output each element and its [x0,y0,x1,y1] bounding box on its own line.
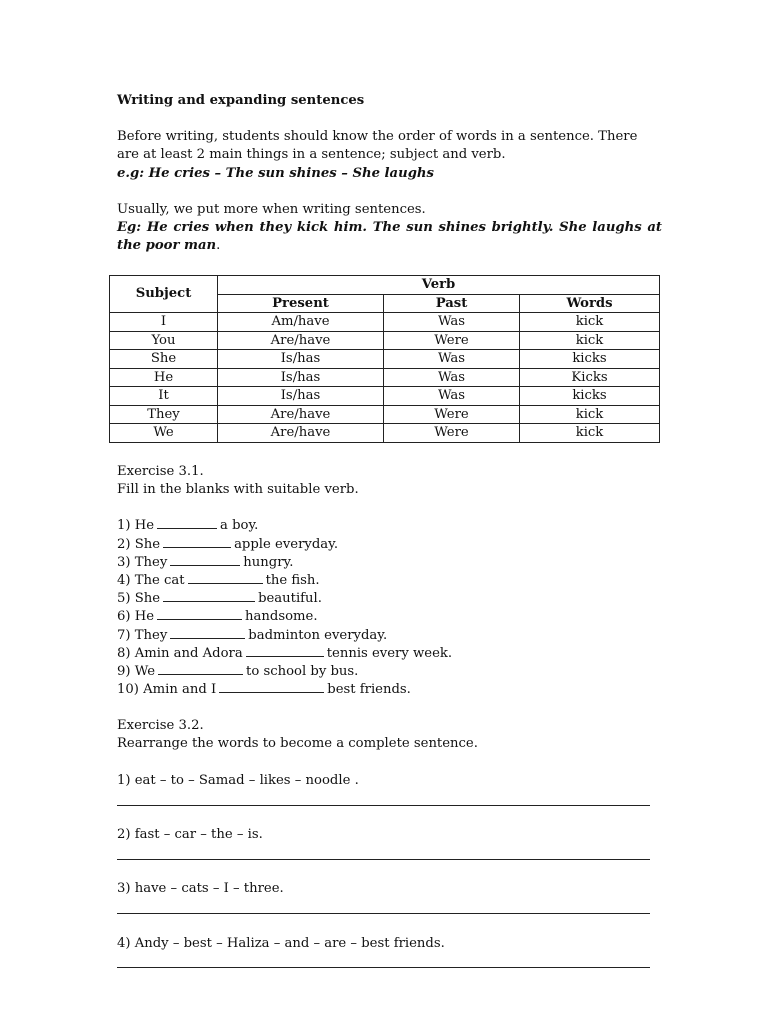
list-item [117,517,662,535]
table-row [110,313,660,332]
intro-paragraph: Before writing, students should know the order of words in a sentence. There are at least 2 main things in a sentence; subject and verb. [117,129,638,163]
item-rest: tennis every week. [326,645,453,661]
table-cell: You [110,331,218,350]
item-prompt: 4) The cat [117,573,185,589]
exercise-2-item: 4) Andy – best – Haliza – and – are – best friends. [117,936,445,951]
table-cell: Is/has [218,368,384,387]
col-header: Present [218,294,384,313]
table-row [110,331,660,350]
table-cell: Are/have [218,405,384,424]
table-cell: kicks [520,387,660,406]
exercise-2-item: 1) eat – to – Samad – likes – noodle . [117,773,359,788]
subject-header: Subject [110,276,218,313]
item-rest: the fish. [265,573,320,589]
exercise-2-item: 3) have – cats – I – three. [117,881,284,896]
table-cell: I [110,313,218,332]
fill-blank[interactable] [170,627,245,639]
table-cell: Were [384,405,520,424]
table-cell: Are/have [218,331,384,350]
table-cell: We [110,424,218,443]
exercise-2-item: 2) fast – car – the – is. [117,827,263,842]
verb-table-body [110,313,660,443]
example-simple: e.g: He cries – The sun shines – She laughs [117,165,434,181]
table-cell: They [110,405,218,424]
item-rest: best friends. [327,682,411,698]
fill-blank[interactable] [170,554,240,566]
table-cell: Am/have [218,313,384,332]
list-item [117,645,662,663]
table-cell: Were [384,424,520,443]
table-cell: He [110,368,218,387]
fill-blank[interactable] [163,590,255,602]
table-cell: It [110,387,218,406]
list-item [117,681,662,699]
table-cell: She [110,350,218,369]
exercise-2 [117,717,662,753]
item-rest: apple everyday. [234,536,339,552]
item-prompt: 3) They [117,554,168,570]
list-item [117,608,662,626]
table-cell: Kicks [520,368,660,387]
table-cell: Was [384,350,520,369]
table-cell: Are/have [218,424,384,443]
exercise-1-title: Exercise 3.1. [117,464,204,479]
page-title: Writing and expanding sentences [117,93,365,108]
item-prompt: 9) We [117,664,156,680]
list-item [117,572,662,590]
example-expanded [117,219,662,255]
table-row [110,350,660,369]
fill-blank[interactable] [246,645,324,657]
table-cell: Were [384,331,520,350]
item-rest: to school by bus. [246,664,359,680]
item-prompt: 10) Amin and I [117,682,217,698]
col-header: Past [384,294,520,313]
item-rest: a boy. [220,518,259,534]
fill-blank[interactable] [163,536,231,548]
list-item [117,554,662,572]
exercise-1-list [117,517,662,699]
exercise-2-title: Exercise 3.2. [117,718,204,733]
table-cell: kick [520,313,660,332]
table-cell: Was [384,387,520,406]
item-prompt: 7) They [117,627,168,643]
exercise-1 [117,463,662,699]
fill-blank[interactable] [188,572,263,584]
list-item [117,590,662,608]
table-cell: kick [520,331,660,350]
item-prompt: 8) Amin and Adora [117,645,243,661]
table-cell: kick [520,424,660,443]
answer-line[interactable] [117,805,650,806]
table-row [110,405,660,424]
fill-blank[interactable] [158,663,243,675]
fill-blank[interactable] [157,608,242,620]
table-cell: Was [384,368,520,387]
item-rest: badminton everyday. [248,627,388,643]
list-item [117,663,662,681]
answer-line[interactable] [117,967,650,968]
item-prompt: 2) She [117,536,161,552]
answer-line[interactable] [117,859,650,860]
item-prompt: 5) She [117,591,161,607]
table-row [110,368,660,387]
list-item [117,627,662,645]
list-item [117,536,662,554]
verb-header: Verb [218,276,660,295]
item-rest: beautiful. [258,591,322,607]
col-header: Words [520,294,660,313]
item-rest: handsome. [245,609,318,625]
table-cell: kick [520,405,660,424]
example-expanded-period: . [216,238,221,254]
table-cell: Is/has [218,350,384,369]
table-cell: kicks [520,350,660,369]
intro-section [117,92,662,255]
exercise-2-instruction: Rearrange the words to become a complete sentence. [117,736,478,752]
fill-blank[interactable] [219,681,324,693]
answer-line[interactable] [117,913,650,914]
item-prompt: 1) He [117,518,155,534]
table-row [110,424,660,443]
item-prompt: 6) He [117,609,155,625]
verb-table [109,275,660,443]
table-cell: Was [384,313,520,332]
table-cell: Is/has [218,387,384,406]
table-row [110,387,660,406]
exercise-1-instruction: Fill in the blanks with suitable verb. [117,482,359,498]
intro-paragraph-2: Usually, we put more when writing sentences. [117,201,426,217]
item-rest: hungry. [243,554,294,570]
fill-blank[interactable] [157,517,217,529]
example-expanded-text: Eg: He cries when they kick him. The sun shines brightly. She laughs at the poor man [117,220,662,254]
